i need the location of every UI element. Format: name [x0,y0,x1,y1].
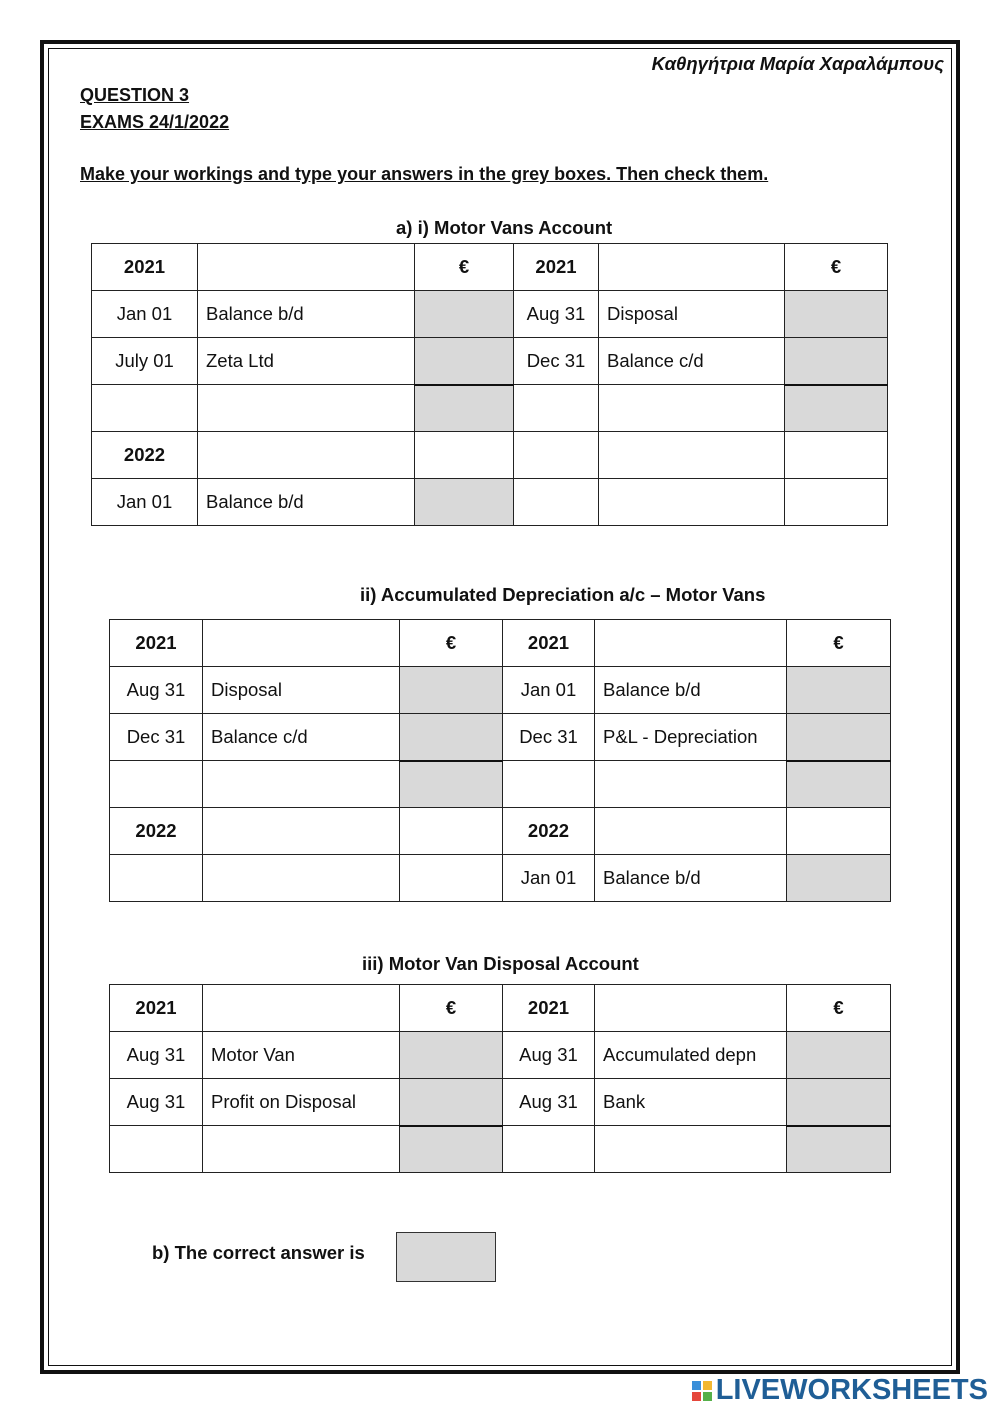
brand-logo [692,1374,988,1407]
question-title: QUESTION 3 [80,85,190,105]
credit-amount-cell: € [787,985,891,1032]
credit-details-cell: Disposal [599,291,785,338]
answer-box-debit[interactable] [415,291,514,338]
answer-box-debit[interactable] [400,714,503,761]
credit-details-cell [595,1126,787,1173]
credit-date-cell [514,432,599,479]
answer-box-credit[interactable] [787,1079,891,1126]
ledger-row [92,385,888,432]
account-title-accumulated-depreciation: ii) Accumulated Depreciation a/c – Motor Vans [360,584,766,605]
credit-details-cell [595,808,787,855]
ledger-row [110,1079,891,1126]
debit-details-cell: Zeta Ltd [198,338,415,385]
credit-details-cell [599,479,785,526]
answer-box-debit[interactable] [400,1079,503,1126]
ledger-row [110,855,891,902]
debit-date-cell: Aug 31 [110,1032,203,1079]
debit-date-cell: Aug 31 [110,1079,203,1126]
accumulated-depreciation-ledger [109,619,891,902]
answer-box-debit[interactable] [415,385,514,432]
debit-details-cell [198,244,415,291]
ledger-row [92,432,888,479]
debit-amount-cell [400,808,503,855]
debit-date-cell: Aug 31 [110,667,203,714]
answer-box-debit[interactable] [400,1126,503,1173]
credit-date-cell: Dec 31 [514,338,599,385]
debit-details-cell: Balance c/d [203,714,400,761]
answer-box-credit[interactable] [787,855,891,902]
debit-amount-cell [415,432,514,479]
credit-date-cell [503,1126,595,1173]
credit-date-cell: 2021 [503,620,595,667]
logo-square [692,1392,701,1401]
debit-date-cell: 2021 [92,244,198,291]
answer-input-box[interactable] [396,1232,496,1282]
debit-date-cell: 2022 [110,808,203,855]
debit-details-cell [203,808,400,855]
answer-box-credit[interactable] [785,385,888,432]
answer-box-debit[interactable] [415,479,514,526]
answer-box-debit[interactable] [400,1032,503,1079]
debit-date-cell: 2022 [92,432,198,479]
debit-date-cell [110,855,203,902]
credit-date-cell: Aug 31 [514,291,599,338]
credit-amount-cell: € [787,620,891,667]
debit-details-cell [203,855,400,902]
credit-date-cell: 2021 [503,985,595,1032]
debit-date-cell: Jan 01 [92,479,198,526]
debit-amount-cell: € [400,620,503,667]
credit-date-cell: 2022 [503,808,595,855]
credit-date-cell: Aug 31 [503,1032,595,1079]
ledger-row [110,808,891,855]
debit-details-cell: Profit on Disposal [203,1079,400,1126]
debit-details-cell: Balance b/d [198,479,415,526]
debit-date-cell [110,1126,203,1173]
debit-date-cell: July 01 [92,338,198,385]
answer-box-debit[interactable] [400,667,503,714]
answer-box-credit[interactable] [787,667,891,714]
ledger-row [92,479,888,526]
ledger-row [110,761,891,808]
debit-details-cell [198,432,415,479]
ledger-row [92,291,888,338]
debit-details-cell: Balance b/d [198,291,415,338]
credit-amount-cell [785,432,888,479]
credit-details-cell: Balance b/d [595,855,787,902]
credit-date-cell: Dec 31 [503,714,595,761]
answer-box-credit[interactable] [785,291,888,338]
credit-details-cell: Balance c/d [599,338,785,385]
ledger-row [110,714,891,761]
debit-details-cell: Motor Van [203,1032,400,1079]
credit-date-cell: Aug 31 [503,1079,595,1126]
debit-date-cell [110,761,203,808]
credit-details-cell [599,385,785,432]
credit-details-cell [595,985,787,1032]
credit-amount-cell: € [785,244,888,291]
answer-box-debit[interactable] [415,338,514,385]
answer-box-debit[interactable] [400,761,503,808]
debit-details-cell [198,385,415,432]
liveworksheets-logo-icon [692,1381,712,1401]
debit-details-cell [203,620,400,667]
credit-date-cell: Jan 01 [503,855,595,902]
logo-square [703,1392,712,1401]
debit-amount-cell: € [415,244,514,291]
disposal-ledger [109,984,891,1173]
answer-box-credit[interactable] [787,761,891,808]
ledger-row [110,1126,891,1173]
ledger-header-row [110,985,891,1032]
credit-details-cell [595,761,787,808]
debit-date-cell: 2021 [110,985,203,1032]
credit-date-cell [503,761,595,808]
exam-date: EXAMS 24/1/2022 [80,112,230,132]
credit-details-cell: P&L - Depreciation [595,714,787,761]
credit-date-cell: 2021 [514,244,599,291]
debit-date-cell [92,385,198,432]
credit-details-cell [599,244,785,291]
debit-details-cell [203,1126,400,1173]
ledger-row [110,1032,891,1079]
credit-date-cell [514,479,599,526]
logo-square [692,1381,701,1390]
account-title-motor-vans: a) i) Motor Vans Account [396,217,613,238]
answer-box-credit[interactable] [787,1032,891,1079]
debit-date-cell: Dec 31 [110,714,203,761]
debit-details-cell [203,761,400,808]
teacher-name: Καθηγήτρια Μαρία Χαραλάμπους [651,53,944,74]
answer-box-credit[interactable] [787,714,891,761]
answer-box-credit[interactable] [785,338,888,385]
ledger-row [110,667,891,714]
account-title-disposal: iii) Motor Van Disposal Account [362,953,639,974]
answer-label: b) The correct answer is [152,1242,365,1263]
debit-date-cell: 2021 [110,620,203,667]
credit-details-cell [599,432,785,479]
answer-box-credit[interactable] [787,1126,891,1173]
ledger-header-row [92,244,888,291]
motor-vans-ledger [91,243,888,526]
logo-square [703,1381,712,1390]
credit-details-cell: Accumulated depn [595,1032,787,1079]
credit-details-cell [595,620,787,667]
brand-name: LIVEWORKSHEETS [715,1374,988,1406]
credit-date-cell [514,385,599,432]
debit-details-cell: Disposal [203,667,400,714]
credit-amount-cell [785,479,888,526]
debit-date-cell: Jan 01 [92,291,198,338]
debit-details-cell [203,985,400,1032]
credit-details-cell: Balance b/d [595,667,787,714]
ledger-header-row [110,620,891,667]
instructions: Make your workings and type your answers in the grey boxes. Then check them. [80,164,769,184]
ledger-row [92,338,888,385]
debit-amount-cell: € [400,985,503,1032]
credit-date-cell: Jan 01 [503,667,595,714]
credit-details-cell: Bank [595,1079,787,1126]
debit-amount-cell [400,855,503,902]
credit-amount-cell [787,808,891,855]
